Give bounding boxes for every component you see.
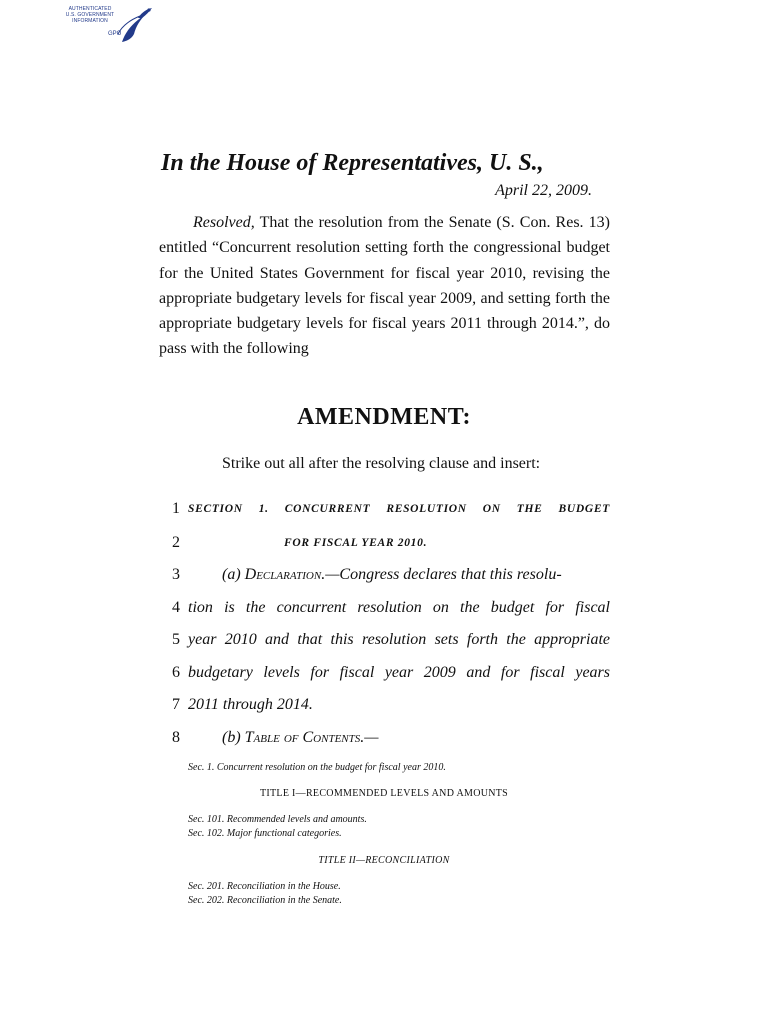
resolved-lead: Resolved,: [193, 214, 255, 231]
seal-gpo-label: GPO: [108, 31, 122, 37]
seal-line-3: INFORMATION: [72, 18, 108, 24]
toc-entry-sec-201: Sec. 201. Reconciliation in the House.: [188, 881, 341, 892]
section-heading-line-1: SECTION 1. CONCURRENT RESOLUTION ON THE BUDGET: [188, 503, 610, 515]
gpo-authentication-seal: [58, 4, 154, 46]
toc-entry-sec-102: Sec. 102. Major functional categories.: [188, 828, 342, 839]
section-heading-line-2: FOR FISCAL YEAR 2010.: [284, 537, 428, 549]
line-number-4: 4: [172, 599, 180, 616]
line-number-7: 7: [172, 696, 180, 713]
line-number-6: 6: [172, 664, 180, 681]
bill-line-4: tion is the concurrent resolution on the budget for fiscal: [188, 599, 610, 616]
declaration-line: [222, 566, 610, 584]
seal-text: [58, 6, 122, 24]
toc-entry-sec-202: Sec. 202. Reconciliation in the Senate.: [188, 895, 342, 906]
resolution-date: April 22, 2009.: [495, 182, 592, 199]
amendment-heading: AMENDMENT:: [297, 404, 471, 430]
line-number-2: 2: [172, 534, 180, 551]
bill-line-7: 2011 through 2014.: [188, 696, 313, 713]
seal-line-2: U.S. GOVERNMENT: [65, 12, 115, 18]
table-of-contents-line: [222, 729, 644, 747]
line-number-5: 5: [172, 631, 180, 648]
bill-line-6: budgetary levels for fiscal year 2009 and for fiscal years: [188, 664, 610, 681]
toc-entry-sec-1: Sec. 1. Concurrent resolution on the budget for fiscal year 2010.: [188, 762, 446, 773]
bill-line-5: year 2010 and that this resolution sets forth the appropriate: [188, 631, 610, 648]
declaration-text: .—Congress declares that this resolu-: [321, 566, 562, 583]
line-number-3: 3: [172, 566, 180, 583]
toc-prefix: (b): [222, 729, 245, 746]
page-title: In the House of Representatives, U. S.,: [161, 150, 544, 176]
amendment-instruction: Strike out all after the resolving clause and insert:: [222, 455, 541, 472]
toc-suffix: .—: [360, 729, 379, 746]
toc-title-2: TITLE II—RECONCILIATION: [318, 855, 450, 866]
line-number-1: 1: [172, 500, 180, 517]
line-number-8: 8: [172, 729, 180, 746]
declaration-label: Declaration: [244, 566, 322, 583]
eagle-seal-icon: [116, 4, 154, 46]
resolved-text: That the resolution from the Senate (S. Con. Res. 13) entitled “Concurrent resolution setting forth the congressional budget for the United States Government for fiscal year 2010, revising the appropriate budgetary levels for fiscal year 2009, and setting forth the appropriate budgetary levels for fiscal years 2011 through 2014.”, do pass with the following: [159, 214, 610, 358]
toc-label: Table of Contents: [244, 729, 361, 746]
resolved-paragraph: [159, 210, 610, 362]
declaration-prefix: (a): [222, 566, 245, 583]
seal-line-1: AUTHENTICATED: [68, 6, 112, 12]
toc-entry-sec-101: Sec. 101. Recommended levels and amounts.: [188, 814, 367, 825]
toc-title-1: TITLE I—RECOMMENDED LEVELS AND AMOUNTS: [259, 788, 509, 799]
